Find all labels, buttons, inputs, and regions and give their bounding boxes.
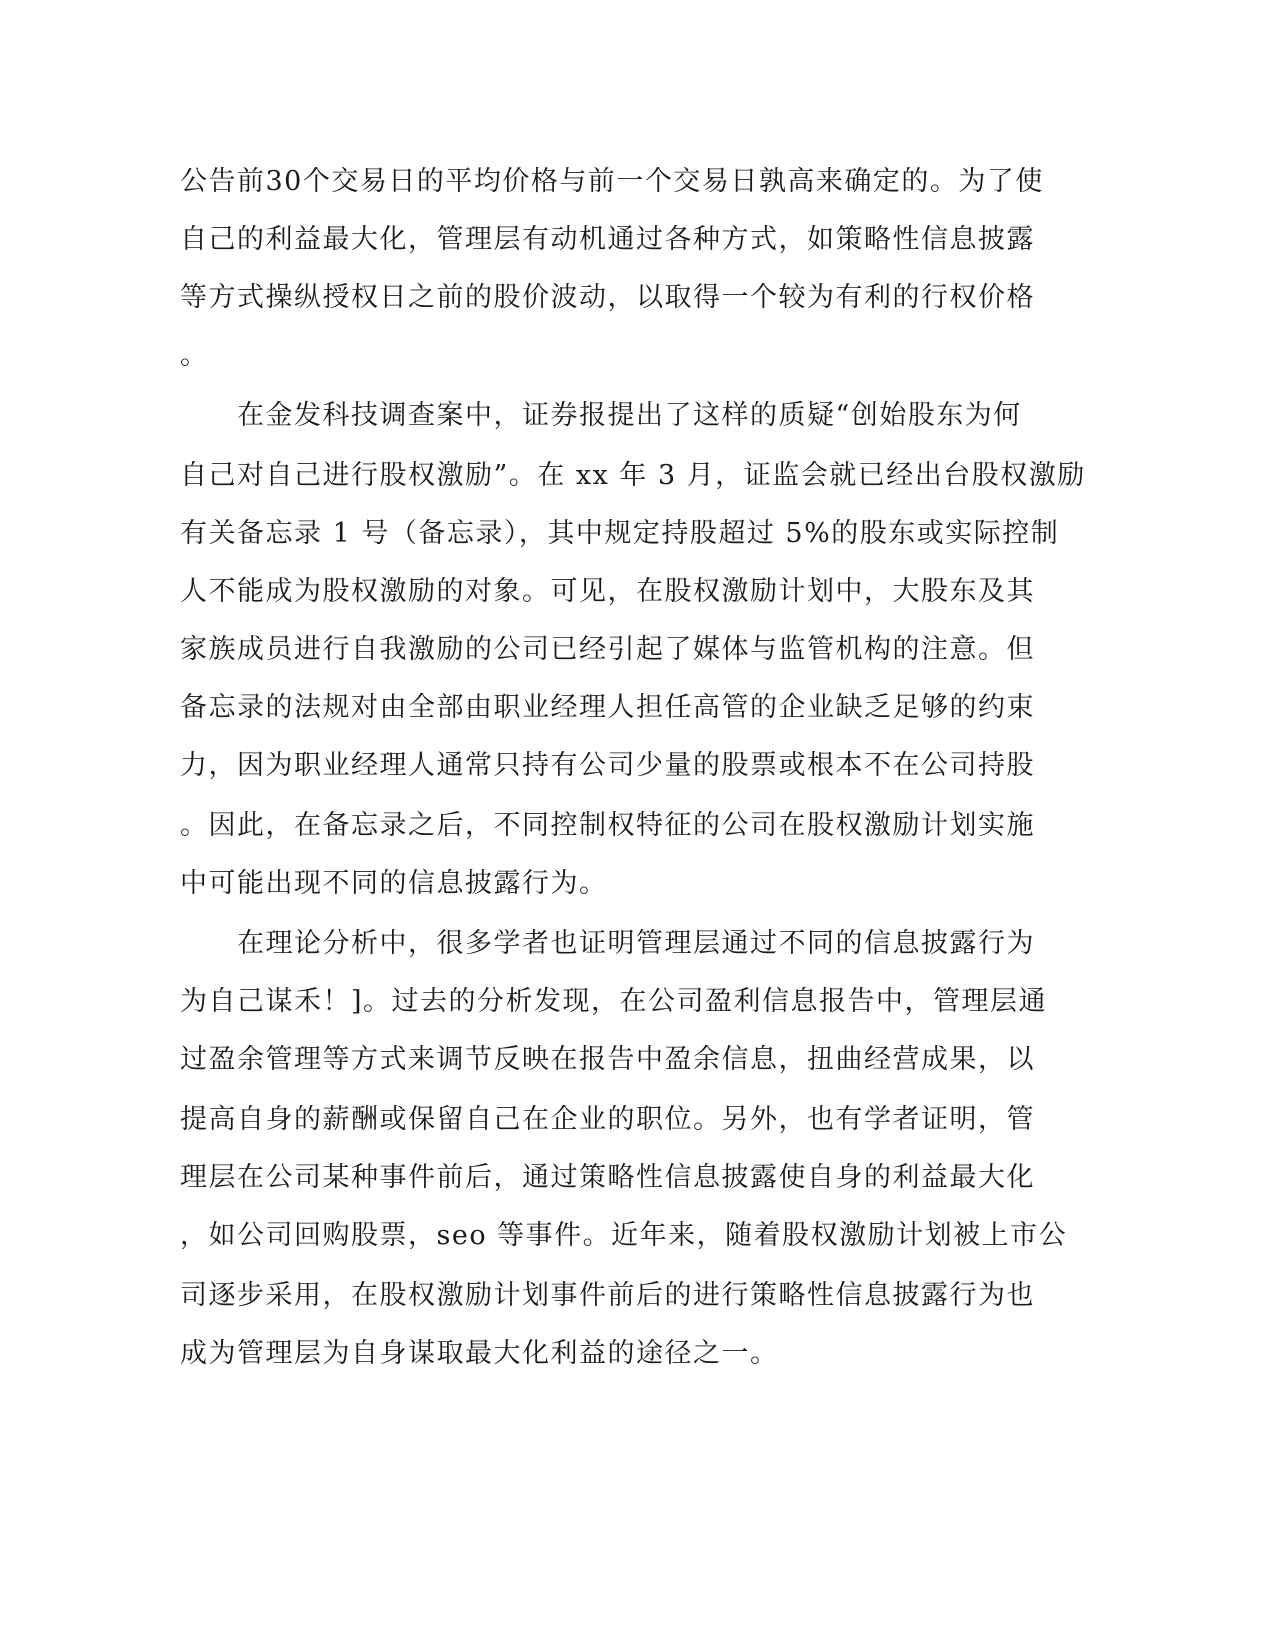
text-line: 理层在公司某种事件前后，通过策略性信息披露使自身的利益最大化 <box>180 1162 1035 1193</box>
text-line: 司逐步采用，在股权激励计划事件前后的进行策略性信息披露行为也 <box>180 1280 1035 1311</box>
text-line: 在理论分析中，很多学者也证明管理层通过不同的信息披露行为 <box>180 928 1035 959</box>
text-line: 成为管理层为自身谋取最大化利益的途径之一。 <box>180 1338 779 1369</box>
text-line: 。因此，在备忘录之后，不同控制权特征的公司在股权激励计划实施 <box>180 810 1035 841</box>
text-line: 中可能出现不同的信息披露行为。 <box>180 868 608 899</box>
text-line: 备忘录的法规对由全部由职业经理人担任高管的企业缺乏足够的约束 <box>180 692 1035 723</box>
text-line: 等方式操纵授权日之前的股价波动，以取得一个较为有利的行权价格 <box>180 282 1035 313</box>
text-line: 过盈余管理等方式来调节反映在报告中盈余信息，扭曲经营成果，以 <box>180 1044 1035 1075</box>
text-line: 在金发科技调查案中，证券报提出了这样的质疑“创始股东为何 <box>180 400 1022 431</box>
text-line: 自己的利益最大化，管理层有动机通过各种方式，如策略性信息披露 <box>180 224 1035 255</box>
text-line: ，如公司回购股票，seo 等事件。近年来，随着股权激励计划被上市公 <box>180 1220 1068 1251</box>
text-line: 自己对自己进行股权激励”。在 xx 年 3 月，证监会就已经出台股权激励 <box>180 460 1086 491</box>
text-line: 为自己谋禾！]。过去的分析发现，在公司盈利信息报告中，管理层通 <box>180 986 1048 1017</box>
text-line: 公告前30个交易日的平均价格与前一个交易日孰高来确定的。为了使 <box>180 166 1044 197</box>
text-line: 人不能成为股权激励的对象。可见，在股权激励计划中，大股东及其 <box>180 576 1035 607</box>
text-line: 力，因为职业经理人通常只持有公司少量的股票或根本不在公司持股 <box>180 750 1035 781</box>
text-line: 家族成员进行自我激励的公司已经引起了媒体与监管机构的注意。但 <box>180 634 1035 665</box>
text-line: 有关备忘录 1 号（备忘录），其中规定持股超过 5%的股东或实际控制 <box>180 518 1060 549</box>
text-line: 提高自身的薪酬或保留自己在企业的职位。另外，也有学者证明，管 <box>180 1104 1035 1135</box>
text-line: 。 <box>180 340 209 371</box>
